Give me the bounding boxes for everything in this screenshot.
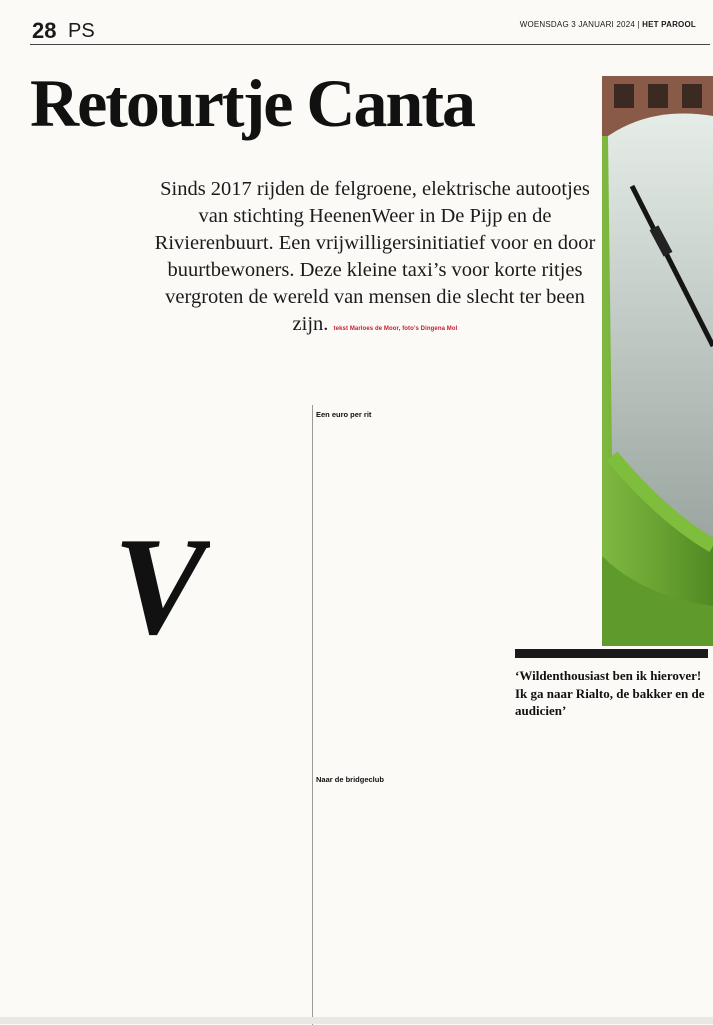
article-photo: [602, 76, 713, 646]
masthead-bar: [30, 18, 710, 45]
section-label: PS: [68, 20, 95, 42]
standfirst-text: Sinds 2017 rijden de felgroene, elektrische autootjes van stichting HeenenWeer in De Pijp en de Rivierenbuurt. Een vrijwilligersinitiatief voor en door buurtbewoners. Deze kleine taxi’s voor korte ritjes vergroten de wereld van mensen die slecht ter been zijn.: [154, 178, 596, 335]
issue-date: WOENSDAG 3 JANUARI 2024: [519, 20, 636, 29]
page-number: 28: [32, 18, 57, 43]
headline: Retourtje Canta: [30, 65, 474, 141]
publication-name: HET PAROOL: [642, 20, 696, 29]
subhead-euro-per-rit: Een euro per rit: [316, 410, 372, 419]
drop-cap: [110, 535, 210, 645]
page-footer-strip: [0, 1017, 713, 1024]
photo-image: [602, 76, 713, 646]
pull-quote: ‘Wildenthousiast ben ik hierover! Ik ga naar Rialto, de bakker en de audicien’: [515, 668, 705, 718]
column-divider: [312, 405, 313, 1025]
dateline: WOENSDAG 3 JANUARI 2024 | HET PAROOL: [519, 20, 696, 29]
pull-quote-bar: [515, 649, 708, 658]
drop-cap-letter: V: [113, 535, 207, 645]
standfirst: [150, 176, 600, 343]
subhead-bridgeclub: Naar de bridgeclub: [316, 775, 384, 784]
byline: tekst Marloes de Moor, foto’s Dingena Mol: [333, 326, 458, 332]
